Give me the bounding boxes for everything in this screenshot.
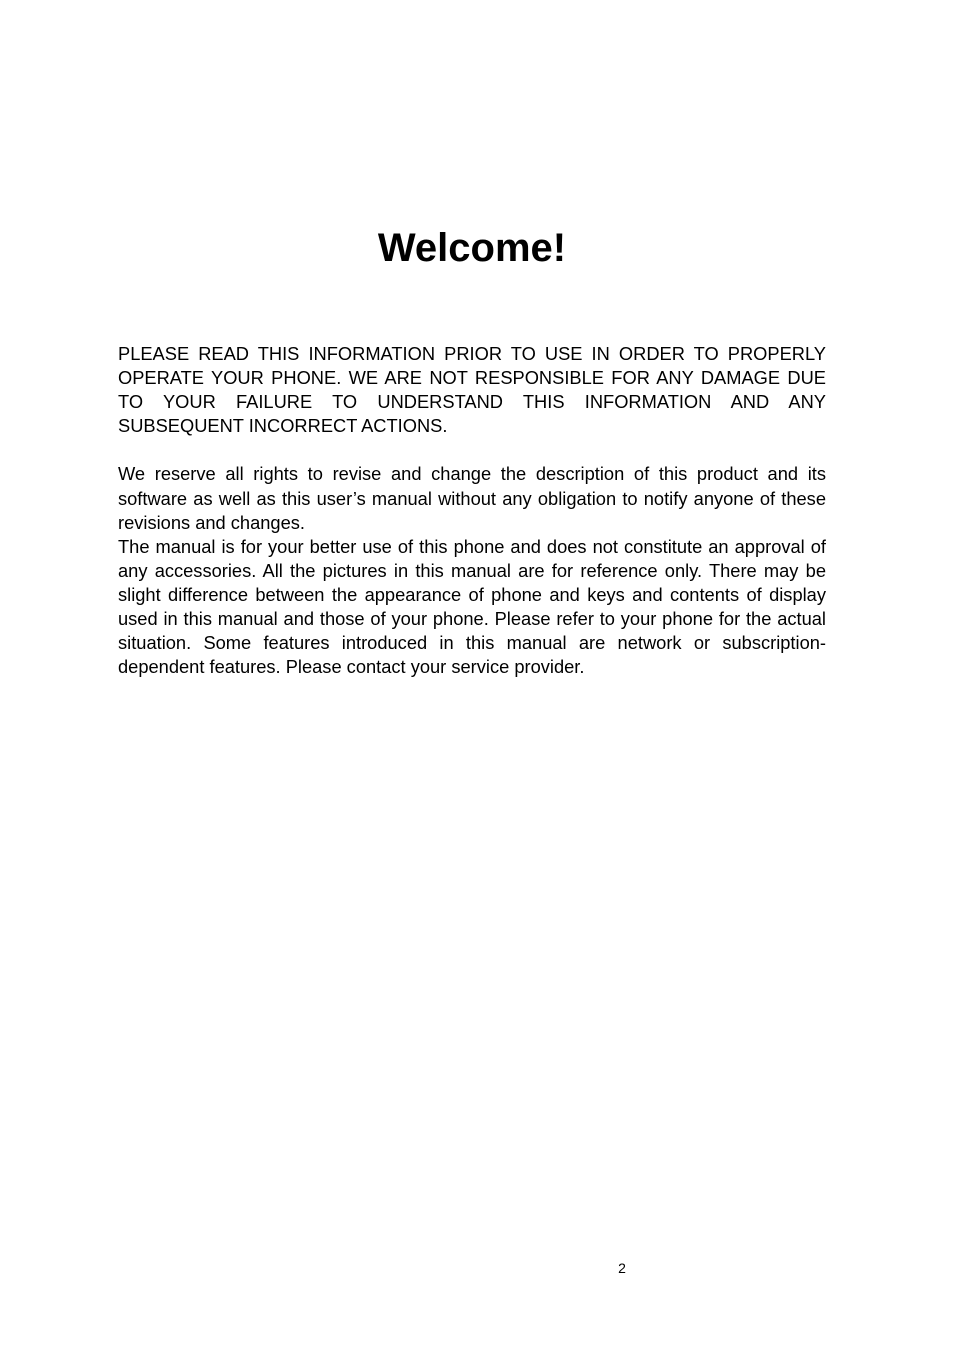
disclaimer-paragraph: PLEASE READ THIS INFORMATION PRIOR TO USE IN ORDER TO PROPERLY OPERATE YOUR PHONE. WE ARE NOT RESPONSIBLE FOR ANY DAMAGE DUE TO YOUR FAILURE TO UNDERSTAND THIS INFORMATION AND ANY SUBSEQUENT INCORRECT ACTIONS.: [118, 343, 826, 437]
manual-usage-paragraph: The manual is for your better use of this phone and does not constitute an approval of any accessories. All the pictures in this manual are for reference only. There may be slight difference between the appearance of phone and keys and contents of display used in this manual and those of your phone. Please refer to your phone for the actual situation. Some features introduced in this manual are network or subscription-dependent features. Please contact your service provider.: [118, 535, 826, 678]
page-number: 2: [618, 1260, 626, 1276]
rights-paragraph: We reserve all rights to revise and change the description of this product and its software as well as this user’s manual without any obligation to notify anyone of these revisions and changes.: [118, 463, 826, 533]
page-title: Welcome!: [377, 226, 567, 270]
document-body: [118, 342, 826, 679]
